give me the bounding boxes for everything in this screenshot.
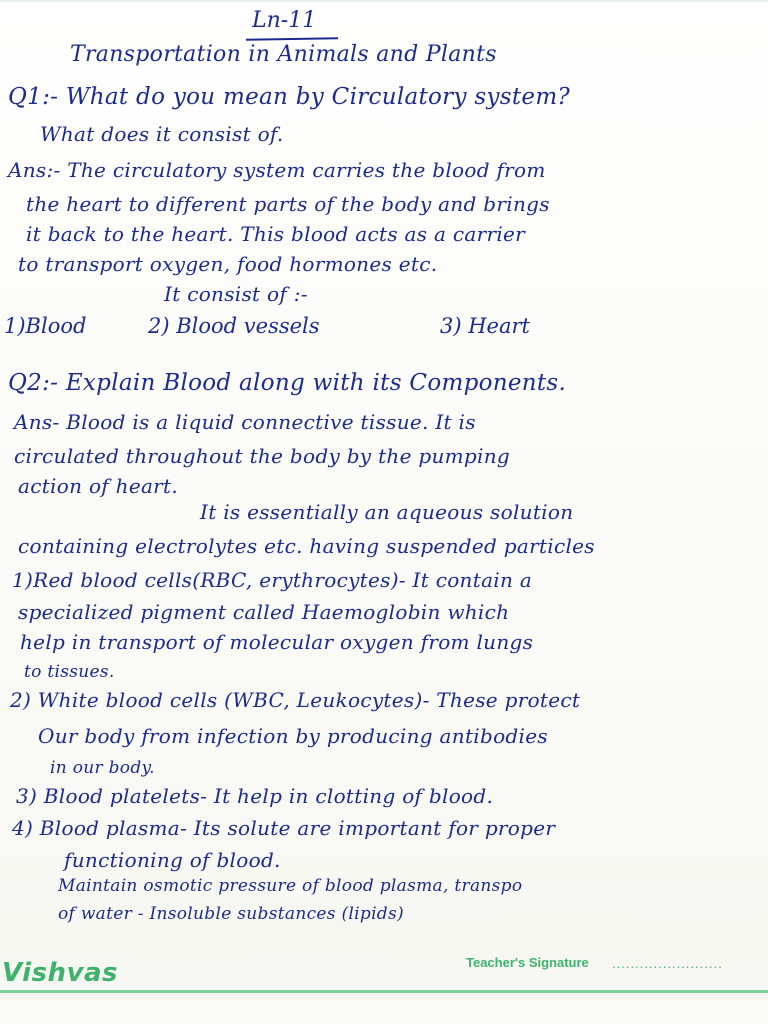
point-plasma-line-4: of water - Insoluble substances (lipids) [58, 904, 404, 924]
footer-rule [0, 990, 768, 993]
q1-answer-line-2: the heart to different parts of the body and brings [26, 192, 550, 216]
point-wbc-line-3: in our body. [50, 758, 155, 778]
q2-question: Q2:- Explain Blood along with its Components. [8, 370, 567, 396]
q1-question-line-1: Q1:- What do you mean by Circulatory system? [8, 84, 571, 110]
q1-consist-label: It consist of :- [164, 282, 308, 306]
point-rbc-line-1: 1)Red blood cells(RBC, erythrocytes)- It contain a [12, 568, 533, 592]
point-rbc-line-4: to tissues. [24, 662, 115, 682]
page-top-edge [0, 0, 768, 2]
q2-answer-line-4: It is essentially an aqueous solution [200, 500, 574, 524]
component-heart: 3) Heart [440, 314, 530, 338]
q1-components-list [0, 314, 768, 348]
component-blood-vessels: 2) Blood vessels [148, 314, 320, 338]
teacher-signature-line: ........................ [612, 956, 723, 971]
q2-answer-line-2: circulated throughout the body by the pumping [14, 444, 511, 468]
point-plasma-line-1: 4) Blood plasma- Its solute are important for proper [12, 816, 556, 840]
page-title: Transportation in Animals and Plants [70, 42, 497, 67]
brand-logo: Vishvas [2, 958, 119, 988]
point-rbc-line-2: specialized pigment called Haemoglobin which [18, 600, 510, 624]
q2-answer-line-5: containing electrolytes etc. having suspended particles [18, 534, 595, 558]
lesson-number: Ln-11 [252, 8, 317, 33]
q1-answer-line-3: it back to the heart. This blood acts as a carrier [26, 222, 526, 246]
point-platelets: 3) Blood platelets- It help in clotting of blood. [16, 784, 494, 808]
point-plasma-line-2: functioning of blood. [64, 848, 281, 872]
component-blood: 1)Blood [4, 314, 87, 338]
q2-answer-line-1: Ans- Blood is a liquid connective tissue. It is [14, 410, 476, 434]
lesson-underline [246, 37, 338, 41]
footer-margin [0, 1000, 768, 1024]
point-plasma-line-3: Maintain osmotic pressure of blood plasma, transpo [58, 876, 523, 896]
teacher-signature-label: Teacher's Signature [466, 955, 589, 970]
point-rbc-line-3: help in transport of molecular oxygen from lungs [20, 630, 534, 654]
q2-answer-line-3: action of heart. [18, 474, 179, 498]
point-wbc-line-1: 2) White blood cells (WBC, Leukocytes)- These protect [10, 688, 581, 712]
q1-answer-line-1: Ans:- The circulatory system carries the blood from [8, 158, 546, 182]
q1-answer-line-4: to transport oxygen, food hormones etc. [18, 252, 438, 276]
point-wbc-line-2: Our body from infection by producing antibodies [38, 724, 548, 748]
q1-question-line-2: What does it consist of. [40, 122, 284, 146]
